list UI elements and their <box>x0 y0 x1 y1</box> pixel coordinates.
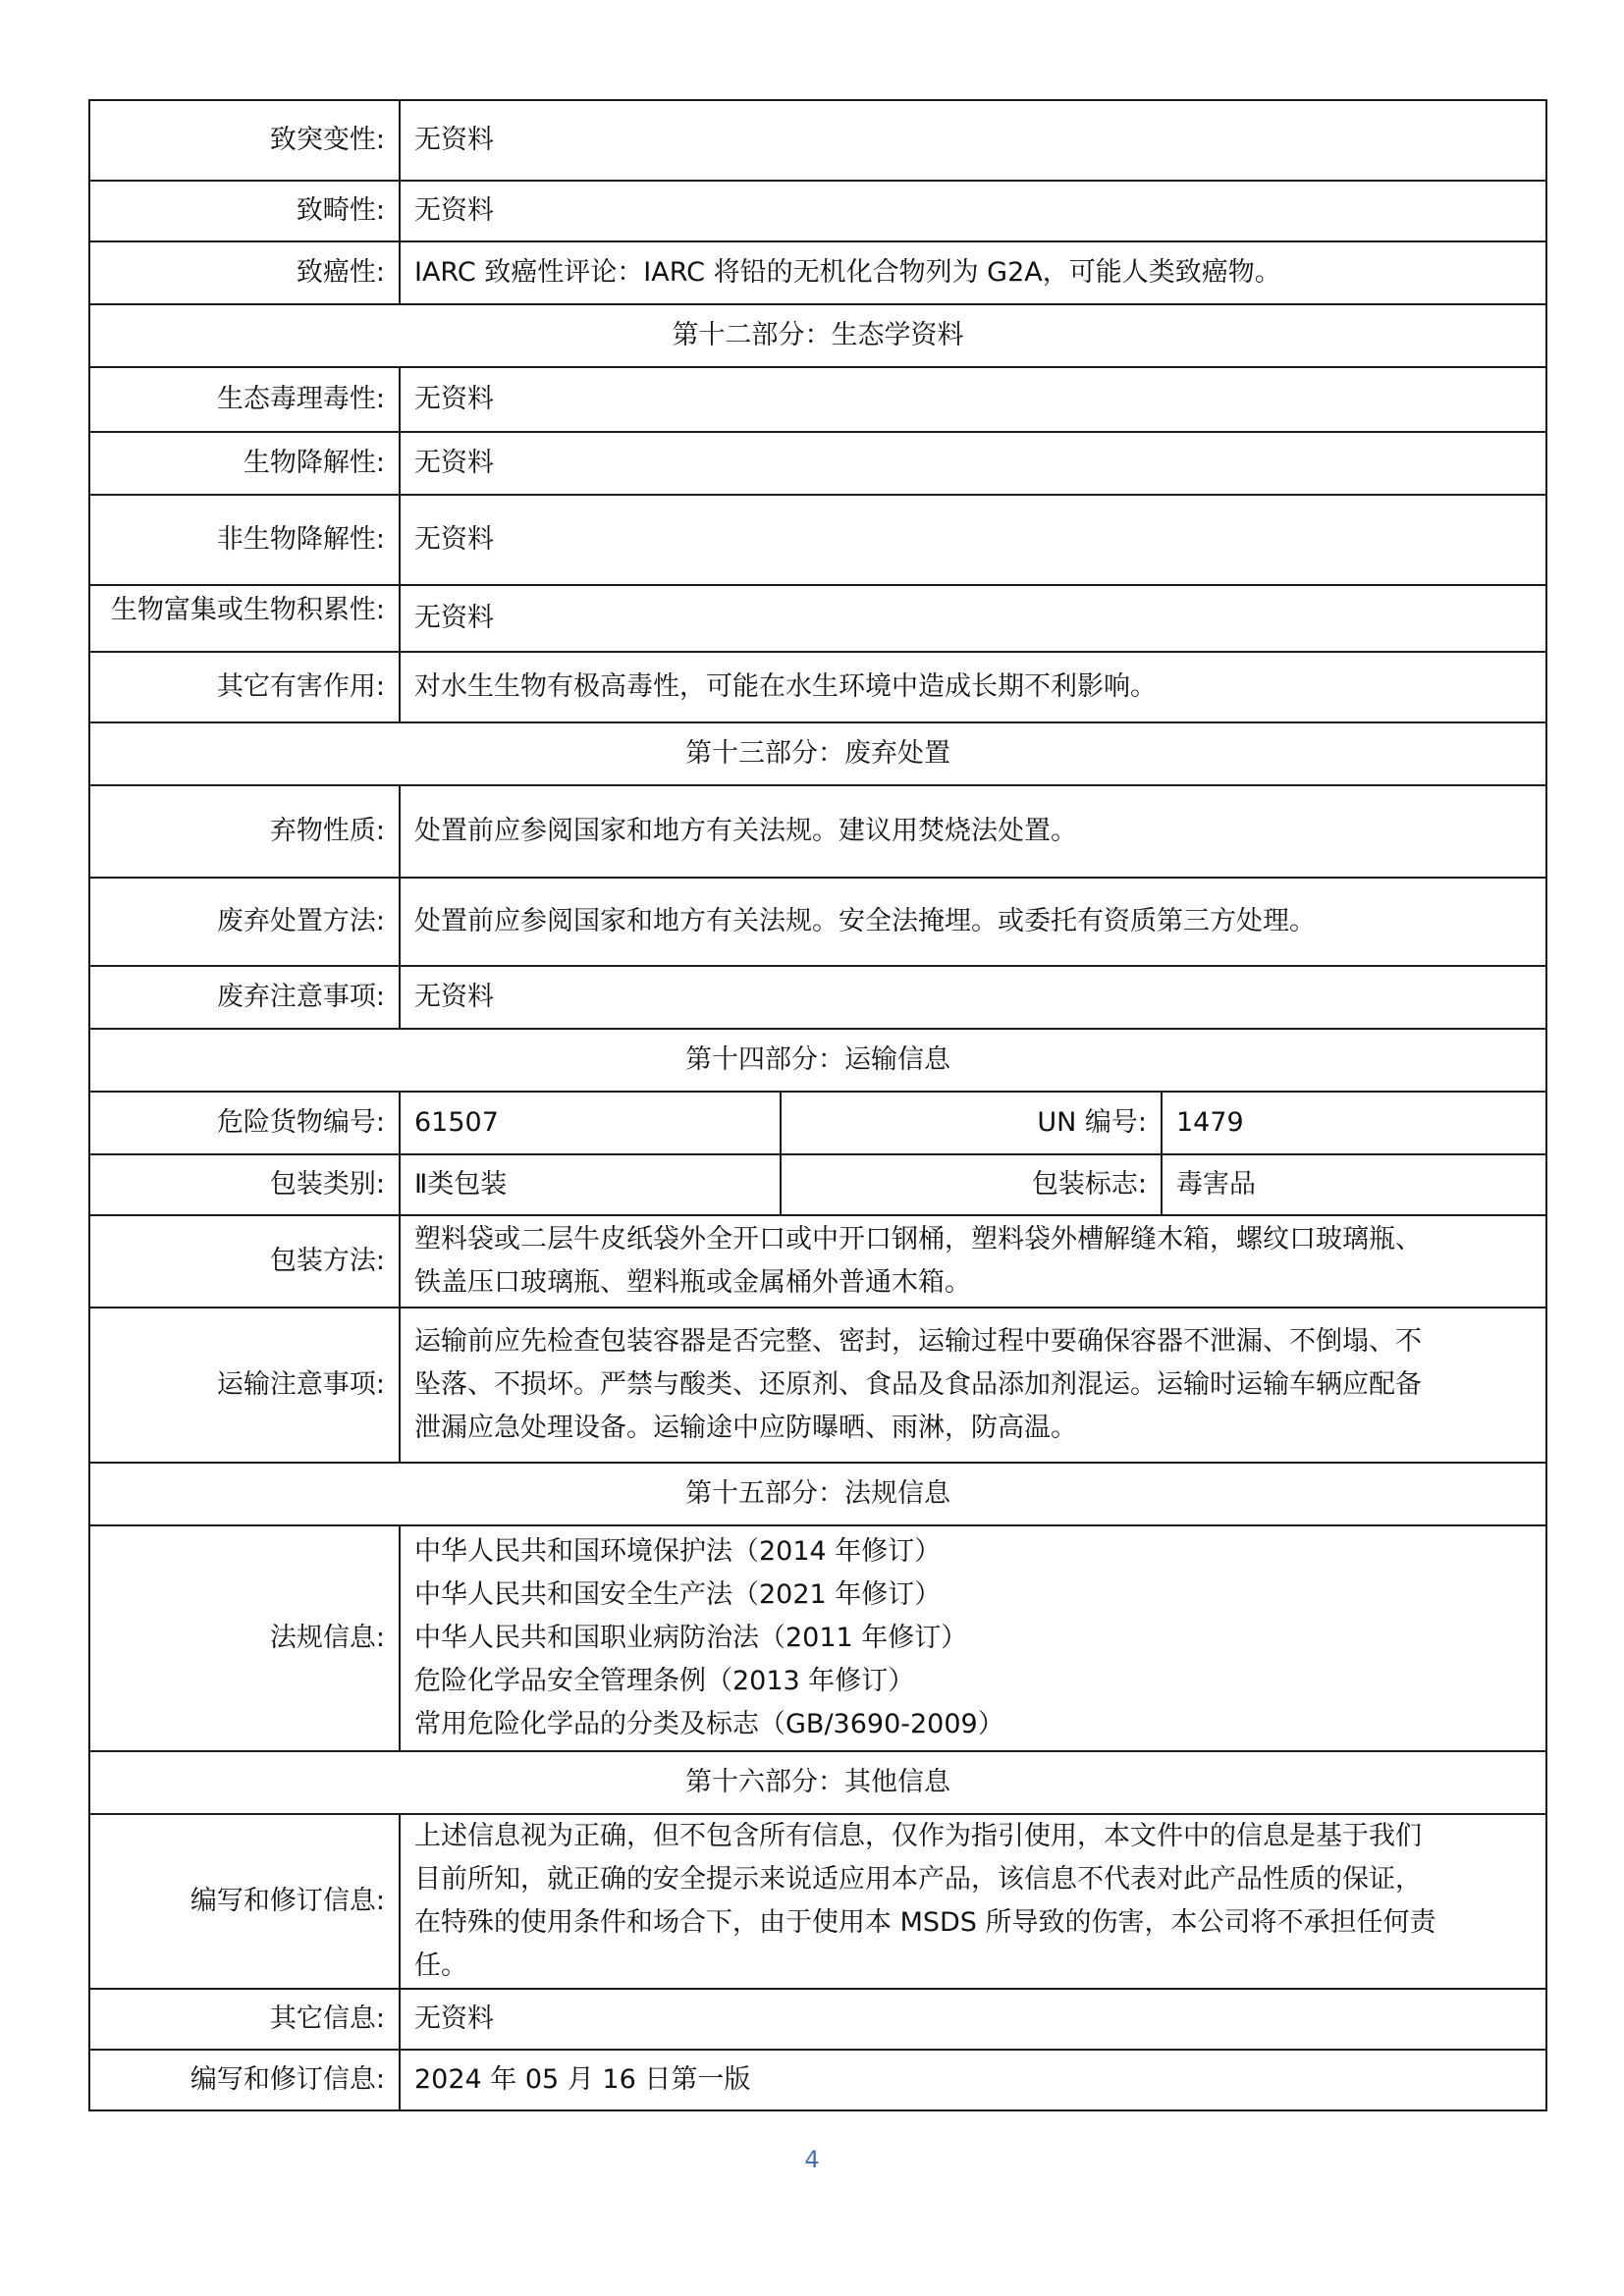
packing-mark-label: 包装标志: <box>781 1154 1162 1215</box>
table-row <box>89 2050 1546 2110</box>
table-row <box>89 432 1546 495</box>
biodegradability-value: 无资料 <box>400 432 1546 495</box>
other-info-value: 无资料 <box>400 1989 1546 2050</box>
transport-notes-line: 坠落、不损坏。严禁与酸类、还原剂、食品及食品添加剂混运。运输时运输车辆应配备 <box>414 1369 1422 1400</box>
table-row <box>89 1525 1546 1751</box>
bioaccumulation-value: 无资料 <box>400 585 1546 652</box>
waste-nature-label: 弃物性质: <box>89 785 400 878</box>
table-row <box>89 652 1546 722</box>
table-row <box>89 1814 1546 1989</box>
section-header-row <box>89 1751 1546 1814</box>
disposal-method-value: 处置前应参阅国家和地方有关法规。安全法掩埋。或委托有资质第三方处理。 <box>400 878 1546 966</box>
waste-nature-value: 处置前应参阅国家和地方有关法规。建议用焚烧法处置。 <box>400 785 1546 878</box>
table-row <box>89 181 1546 241</box>
packing-group-value: Ⅱ类包装 <box>400 1154 781 1215</box>
packing-group-label: 包装类别: <box>89 1154 400 1215</box>
table-row <box>89 785 1546 878</box>
table-row <box>89 966 1546 1029</box>
msds-table <box>88 99 1547 2111</box>
other-harmful-label: 其它有害作用: <box>89 652 400 722</box>
regulation-item: 常用危险化学品的分类及标志（GB/3690-2009） <box>414 1709 1004 1739</box>
table-row <box>89 495 1546 585</box>
disposal-method-label: 废弃处置方法: <box>89 878 400 966</box>
table-row <box>89 1092 1546 1154</box>
un-number-label: UN 编号: <box>781 1092 1162 1154</box>
non-biodegradability-label: 非生物降解性: <box>89 495 400 585</box>
regulation-item: 中华人民共和国安全生产法（2021 年修订） <box>414 1579 942 1610</box>
revision-info-line: 任。 <box>414 1950 467 1981</box>
table-row <box>89 1308 1546 1463</box>
revision-date-value: 2024 年 05 月 16 日第一版 <box>400 2050 1546 2110</box>
regulation-item: 危险化学品安全管理条例（2013 年修订） <box>414 1666 915 1696</box>
packing-method-value <box>400 1215 1546 1308</box>
revision-info-line: 目前所知，就正确的安全提示来说适应用本产品，该信息不代表对此产品性质的保证， <box>414 1864 1422 1895</box>
section-12-title: 第十二部分：生态学资料 <box>89 304 1546 367</box>
dg-number-value: 61507 <box>400 1092 781 1154</box>
table-row <box>89 878 1546 966</box>
table-row <box>89 1989 1546 2050</box>
other-harmful-value: 对水生生物有极高毒性，可能在水生环境中造成长期不利影响。 <box>400 652 1546 722</box>
disposal-notes-value: 无资料 <box>400 966 1546 1029</box>
teratogenicity-value: 无资料 <box>400 181 1546 241</box>
carcinogenicity-label: 致癌性: <box>89 241 400 304</box>
section-header-row <box>89 722 1546 785</box>
regulation-item: 中华人民共和国职业病防治法（2011 年修订） <box>414 1623 968 1653</box>
packing-method-line: 铁盖压口玻璃瓶、塑料瓶或金属桶外普通木箱。 <box>414 1267 971 1298</box>
transport-notes-value <box>400 1308 1546 1463</box>
table-row <box>89 1154 1546 1215</box>
packing-mark-value: 毒害品 <box>1162 1154 1546 1215</box>
teratogenicity-label: 致畸性: <box>89 181 400 241</box>
table-row <box>89 100 1546 181</box>
mutagenicity-value: 无资料 <box>400 100 1546 181</box>
section-16-title: 第十六部分：其他信息 <box>89 1751 1546 1814</box>
carcinogenicity-value: IARC 致癌性评论：IARC 将铅的无机化合物列为 G2A，可能人类致癌物。 <box>400 241 1546 304</box>
page-number: 4 <box>804 2146 820 2173</box>
bioaccumulation-label-cell <box>89 585 400 652</box>
biodegradability-label: 生物降解性: <box>89 432 400 495</box>
section-header-row <box>89 1029 1546 1092</box>
section-13-title: 第十三部分：废弃处置 <box>89 722 1546 785</box>
non-biodegradability-value: 无资料 <box>400 495 1546 585</box>
revision-info-line: 上述信息视为正确，但不包含所有信息，仅作为指引使用，本文件中的信息是基于我们 <box>414 1821 1422 1851</box>
packing-method-label: 包装方法: <box>89 1215 400 1308</box>
table-row <box>89 585 1546 652</box>
table-row <box>89 1215 1546 1308</box>
section-header-row <box>89 304 1546 367</box>
table-row <box>89 241 1546 304</box>
ecotoxicity-value: 无资料 <box>400 367 1546 432</box>
dg-number-label: 危险货物编号: <box>89 1092 400 1154</box>
transport-notes-label: 运输注意事项: <box>89 1308 400 1463</box>
regulation-item: 中华人民共和国环境保护法（2014 年修订） <box>414 1536 942 1567</box>
regulations-label: 法规信息: <box>89 1525 400 1751</box>
bioaccumulation-label: 生物富集或生物积累性: <box>110 595 385 625</box>
un-number-value: 1479 <box>1162 1092 1546 1154</box>
disposal-notes-label: 废弃注意事项: <box>89 966 400 1029</box>
mutagenicity-label: 致突变性: <box>89 100 400 181</box>
revision-info-line: 在特殊的使用条件和场合下，由于使用本 MSDS 所导致的伤害，本公司将不承担任何责 <box>414 1907 1436 1938</box>
section-header-row <box>89 1463 1546 1525</box>
table-row <box>89 367 1546 432</box>
packing-method-line: 塑料袋或二层牛皮纸袋外全开口或中开口钢桶，塑料袋外槽解缝木箱，螺纹口玻璃瓶、 <box>414 1224 1422 1255</box>
revision-info-label: 编写和修订信息: <box>89 1814 400 1989</box>
revision-info-value <box>400 1814 1546 1989</box>
section-15-title: 第十五部分：法规信息 <box>89 1463 1546 1525</box>
other-info-label: 其它信息: <box>89 1989 400 2050</box>
transport-notes-line: 运输前应先检查包装容器是否完整、密封，运输过程中要确保容器不泄漏、不倒塌、不 <box>414 1326 1422 1357</box>
regulations-value <box>400 1525 1546 1751</box>
ecotoxicity-label: 生态毒理毒性: <box>89 367 400 432</box>
revision-date-label: 编写和修订信息: <box>89 2050 400 2110</box>
transport-notes-line: 泄漏应急处理设备。运输途中应防曝晒、雨淋，防高温。 <box>414 1413 1077 1443</box>
section-14-title: 第十四部分：运输信息 <box>89 1029 1546 1092</box>
